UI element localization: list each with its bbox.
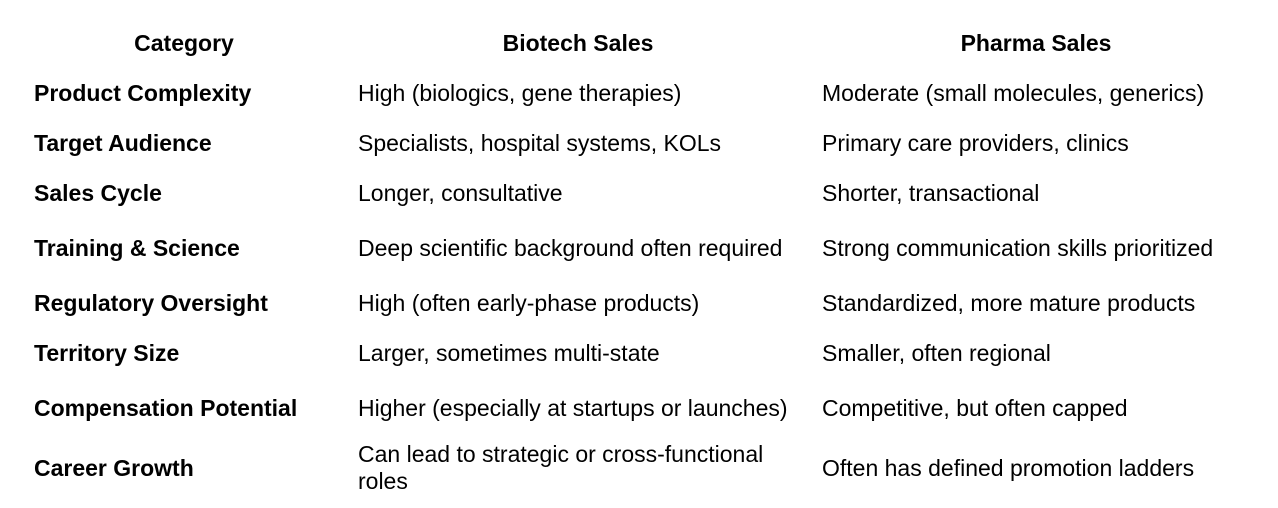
row-category-cell: Training & Science <box>34 234 240 261</box>
row-pharma-cell: Strong communication skills prioritized <box>822 234 1214 261</box>
row-biotech-cell: Specialists, hospital systems, KOLs <box>358 129 722 156</box>
row-pharma-cell: Shorter, transactional <box>822 179 1040 206</box>
row-category-cell: Compensation Potential <box>34 394 298 421</box>
comparison-table <box>22 18 1262 498</box>
row-biotech-cell: Deep scientific background often required <box>358 234 783 261</box>
row-biotech-cell: Higher (especially at startups or launches) <box>358 394 788 421</box>
row-biotech-cell: Longer, consultative <box>358 179 563 206</box>
header-category: Category <box>134 30 234 56</box>
table-row <box>22 438 1262 498</box>
row-category-cell: Target Audience <box>34 129 212 156</box>
table-header-row <box>22 18 1262 68</box>
header-biotech-sales: Biotech Sales <box>502 30 654 56</box>
header-pharma-sales: Pharma Sales <box>960 30 1112 56</box>
row-biotech-cell: High (biologics, gene therapies) <box>358 79 682 106</box>
row-pharma-cell: Standardized, more mature products <box>822 289 1196 316</box>
row-pharma-cell: Often has defined promotion ladders <box>822 454 1195 481</box>
table-row <box>22 328 1262 378</box>
row-biotech-cell: Larger, sometimes multi-state <box>358 339 660 366</box>
table-row <box>22 68 1262 118</box>
row-pharma-cell: Competitive, but often capped <box>822 394 1128 421</box>
row-pharma-cell: Primary care providers, clinics <box>822 129 1129 156</box>
row-category-cell: Product Complexity <box>34 79 252 106</box>
table-row <box>22 168 1262 218</box>
row-category-cell: Sales Cycle <box>34 179 162 206</box>
row-pharma-cell: Moderate (small molecules, generics) <box>822 79 1205 106</box>
table-row <box>22 218 1262 278</box>
row-biotech-cell: High (often early-phase products) <box>358 289 700 316</box>
table-row <box>22 118 1262 168</box>
row-category-cell: Territory Size <box>34 339 180 366</box>
row-biotech-cell: Can lead to strategic or cross-functional roles <box>358 441 764 494</box>
table-row <box>22 378 1262 438</box>
row-pharma-cell: Smaller, often regional <box>822 339 1051 366</box>
row-category-cell: Career Growth <box>34 454 194 481</box>
table-row <box>22 278 1262 328</box>
row-category-cell: Regulatory Oversight <box>34 289 268 316</box>
